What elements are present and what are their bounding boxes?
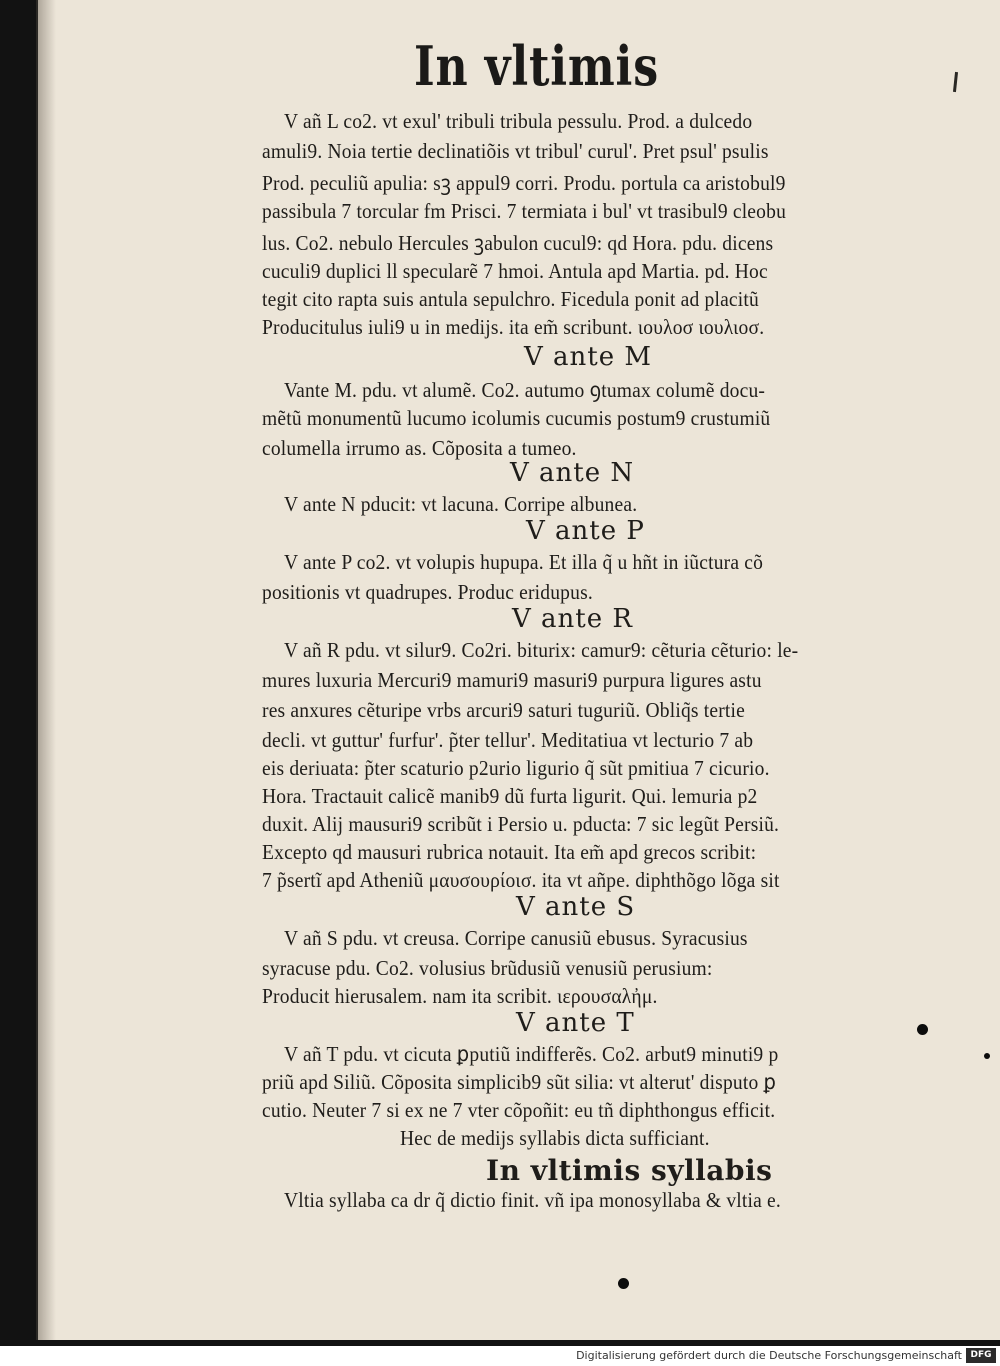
section-heading: V ante M xyxy=(524,342,653,372)
text-line: V añ T pdu. vt cicuta ꝑputiũ indifferẽs. Co2. arbut9 minuti9 p xyxy=(284,1042,779,1066)
text-line: mẽtũ monumentũ lucumo icolumis cucumis postum9 crustumiũ xyxy=(262,406,771,430)
text-line: V ante N pducit: vt lacuna. Corripe albunea. xyxy=(284,492,638,516)
text-line: V añ L co2. vt exul' tribuli tribula pessulu. Prod. a dulcedo xyxy=(284,109,753,133)
text-line: 7 p̃sertĩ apd Atheniũ μαυσουρίοισ. ita vt añpe. diphthõgo lõga sit xyxy=(262,868,780,892)
section-heading: V ante S xyxy=(516,892,636,922)
text-line: res anxures cẽturipe vrbs arcuri9 saturi tuguriũ. Obliq̃s tertie xyxy=(262,698,746,722)
text-line: Vante M. pdu. vt alumẽ. Co2. autumo ꝯtumax columẽ docu- xyxy=(284,378,766,402)
section-heading: V ante T xyxy=(516,1008,635,1038)
section-heading: In vltimis syllabis xyxy=(486,1154,773,1187)
text-line: V añ S pdu. vt creusa. Corripe canusiũ ebusus. Syracusius xyxy=(284,926,748,950)
text-line: eis deriuata: p̃ter scaturio p2urio ligurio q̃ sũt pmitiua 7 cicurio. xyxy=(262,756,770,780)
show-through-text xyxy=(868,40,888,106)
ink-dot xyxy=(917,1024,928,1035)
text-line: V añ R pdu. vt silur9. Co2ri. biturix: camur9: cẽturia cẽturio: le- xyxy=(284,638,799,662)
text-line: syracuse pdu. Co2. volusius brũdusiũ venusiũ perusium: xyxy=(262,956,713,980)
ink-dot xyxy=(984,1053,990,1059)
text-line: cuculi9 duplici ll specularẽ 7 hmoi. Antula apd Martia. pd. Hoc xyxy=(262,259,768,283)
text-line: decli. vt guttur' furfur'. p̃ter tellur'. Meditatiua vt lecturio 7 ab xyxy=(262,728,754,752)
section-heading: V ante P xyxy=(526,516,645,546)
text-line: Producitulus iuli9 u in medijs. ita em̃ scribunt. ιουλοσ ιουλιοσ. xyxy=(262,315,765,339)
text-line: duxit. Alij mausuri9 scribũt i Persio u. pducta: 7 sic legũt Persiũ. xyxy=(262,812,780,836)
text-line: Producit hierusalem. nam ita scribit. ιερουσαλἠμ. xyxy=(262,984,658,1008)
funding-notice: Digitalisierung gefördert durch die Deutsche Forschungsgemeinschaft xyxy=(576,1349,962,1362)
ink-dot xyxy=(618,1278,629,1289)
text-line: Hec de medijs syllabis dicta sufficiant. xyxy=(400,1126,710,1150)
running-title: In vltimis xyxy=(414,34,659,98)
text-line: priũ apd Siliũ. Cõposita simplicib9 sũt silia: vt alterut' disputo ꝑ xyxy=(262,1070,777,1094)
text-line: cutio. Neuter 7 si ex ne 7 vter cõpoñit: eu tñ diphthongus efficit. xyxy=(262,1098,776,1122)
text-line: Vltia syllaba ca dr q̃ dictio finit. vñ ipa monosyllaba & vltia e. xyxy=(284,1188,781,1212)
text-line: positionis vt quadrupes. Produc eridupus. xyxy=(262,580,593,604)
section-heading: V ante R xyxy=(512,604,633,634)
section-heading: V ante N xyxy=(510,458,635,488)
text-line: passibula 7 torcular fm Prisci. 7 termiata i bul' vt trasibul9 cleobu xyxy=(262,199,787,223)
footer-bar xyxy=(0,1346,1000,1366)
text-line: Excepto qd mausuri rubrica notauit. Ita em̃ apd grecos scribit: xyxy=(262,840,757,864)
text-line: mures luxuria Mercuri9 mamuri9 masuri9 purpura ligures astu xyxy=(262,668,762,692)
dfg-logo: DFG xyxy=(966,1348,996,1363)
text-line: lus. Co2. nebulo Hercules ꝫabulon cucul9: qd Hora. pdu. dicens xyxy=(262,231,774,255)
text-line: tegit cito rapta suis antula sepulchro. Ficedula ponit ad placitũ xyxy=(262,287,759,311)
text-line: Prod. peculiũ apulia: sꝫ appul9 corri. Produ. portula ca aristobul9 xyxy=(262,171,786,195)
text-line: V ante P co2. vt volupis hupupa. Et illa q̃ u hñt in iũctura cõ xyxy=(284,550,764,574)
text-line: Hora. Tractauit calicẽ manib9 dũ furta ligurit. Qui. lemuria p2 xyxy=(262,784,758,808)
text-line: amuli9. Noia tertie declinatiõis vt tribul' curul'. Pret psul' psulis xyxy=(262,139,769,163)
text-line: columella irrumo as. Cõposita a tumeo. xyxy=(262,436,577,460)
